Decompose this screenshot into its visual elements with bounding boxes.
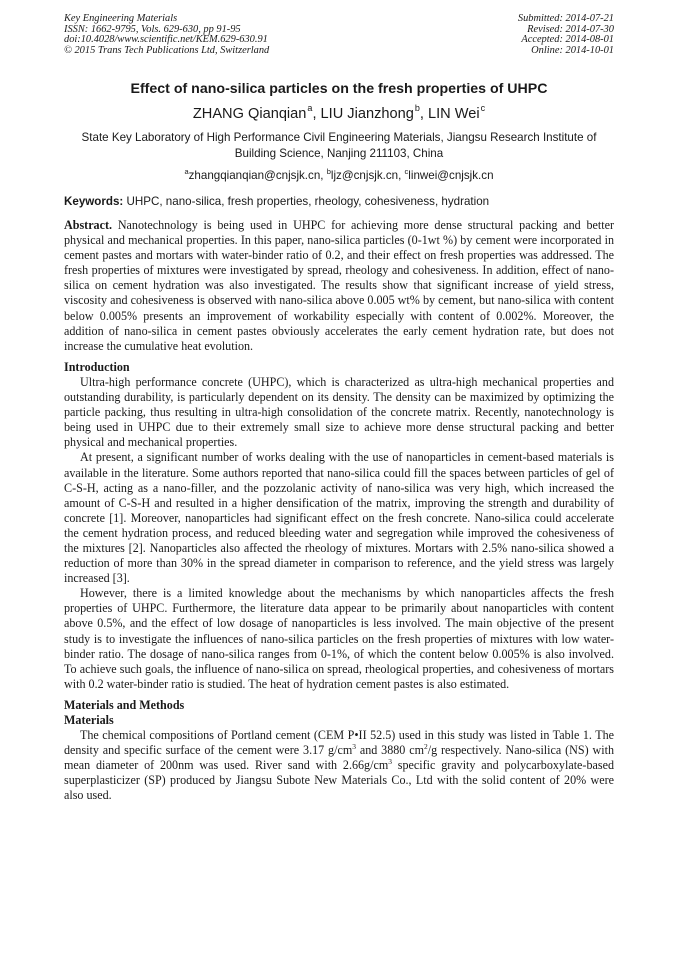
author-mark: b	[414, 103, 420, 113]
paper-body	[64, 218, 614, 804]
revised-date: Revised: 2014-07-30	[527, 23, 614, 35]
text-run: /g respectively. Nano-silica (NS) with mean diameter of 200nm was used. River sand with 2.66g/cm	[64, 743, 614, 773]
paper-title: Effect of nano-silica particles on the fresh properties of UHPC	[130, 81, 548, 97]
journal-name: Key Engineering Materials	[64, 13, 178, 24]
abstract-text: Nanotechnology is being used in UHPC for achieving more dense structural packing and better physical and mechanical properties. In this paper, nano-silica particles (0-1wt %) by cement were incorporated in cement pastes and mortars with water-binder ratio of 0.2, and their effect on fresh properties was addressed. The fresh properties of mixtures were investigated by spread, rheology and cohesiveness. In addition, effect of nano-silica on cement hydration was also investigated. The results show that significant increase of yield stress, viscosity and cohesiveness is observed with nano-silica above 0.005 wt% by cement, but nano-silica with content below 0.005% presents an improvement of workability especially with content of 0.002%. Moreover, the addition of nano-silica in cement pastes obviously accelerates the early cement hydration rate, but does not increase the cumulative heat evolution.	[64, 218, 614, 353]
email-mark: b	[326, 167, 331, 176]
author-mark: a	[307, 103, 313, 113]
text-run: and 3880 cm	[355, 743, 424, 758]
publication-dates	[518, 14, 614, 56]
doi-line: doi:10.4028/www.scientific.net/KEM.629-630.91	[64, 34, 268, 46]
intro-paragraph: Ultra-high performance concrete (UHPC), which is characterized as ultra-high mechanical properties and outstanding durability, is particularly dependent on its density. The density can be maximized by optimizing the particle packing, thus resulting in ultra-high consolidation of the concrete matrix. Recently, nanotechnology is being used in UHPC due to their extremely small size to achieve more dense structural packing and better physical and mechanical properties.	[64, 374, 614, 450]
author-name: ZHANG Qianqian	[192, 106, 307, 122]
abstract-label: Abstract.	[64, 218, 113, 232]
accepted-date: Accepted: 2014-08-01	[521, 34, 614, 46]
email-address[interactable]: zhangqianqian@cnjsjk.cn	[188, 169, 321, 182]
intro-paragraph: At present, a significant number of works dealing with the use of nanoparticles in cement-based materials is available in the literature. Some authors reported that nano-silica could fill the spaces between particles of gel of C-S-H, acting as a nano-filler, and the pozzolanic activity of nano-silica was very high, which increased the amount of C-S-H and resulted in a higher densification of the matrix, improving the strength and durability of concrete [1]. Moreover, nanoparticles had significant effect on the fresh concrete. Nano-silica could accelerate the cement hydration process, and reduced bleeding water and segregation while improved the cohesiveness of the mixtures [2]. Nanoparticles also affected the rheology of mixtures. Mortars with 2.5% nano-silica showed a reduction of more than 30% in the spread diameter in comparison to reference, and the yield stress was largely increased [3].	[64, 450, 614, 586]
text-run: specific gravity and polycarboxylate-based superplasticizer (SP) produced by Jiangsu Subote New Materials Co., Ltd with the solid content of 20% were also used.	[64, 758, 614, 803]
online-date: Online: 2014-10-01	[531, 44, 614, 56]
text-run: The chemical compositions of Portland cement (CEM P•II 52.5) used in this study was listed in Table 1. The density and specific surface of the cement were 3.17 g/cm	[64, 728, 614, 758]
email-list	[0, 167, 678, 182]
separator: ,	[419, 106, 428, 122]
author-name: LIU Jianzhong	[320, 106, 414, 122]
separator: ,	[398, 169, 405, 182]
author-list	[0, 103, 678, 122]
submitted-date: Submitted: 2014-07-21	[517, 13, 614, 24]
email-address[interactable]: linwei@cnjsjk.cn	[408, 169, 494, 182]
email-mark: a	[184, 167, 189, 176]
materials-paragraph	[64, 728, 614, 803]
author-mark: c	[480, 103, 486, 113]
superscript: 3	[352, 742, 356, 752]
affiliation: State Key Laboratory of High Performance Civil Engineering Materials, Jiangsu Research Institute of Building Science, Nanjing 211103, China	[81, 131, 597, 160]
keywords-line	[64, 195, 616, 208]
methods-heading: Materials and Methods	[64, 697, 185, 712]
separator: ,	[320, 169, 327, 182]
email-mark: c	[404, 167, 409, 176]
author-name: LIN Wei	[427, 106, 480, 122]
separator: ,	[312, 106, 321, 122]
issn-line: ISSN: 1662-9795, Vols. 629-630, pp 91-95	[64, 23, 241, 35]
keywords-label: Keywords:	[64, 195, 124, 208]
intro-paragraph: However, there is a limited knowledge about the mechanisms by which nanoparticles affects the fresh properties of UHPC. Furthermore, the literature data appear to be primarily about nanoparticles with content above 0.5%, and the effect of low dosage of nanoparticles is less involved. The main objective of the present study is to investigate the influences of nano-silica particles on the fresh properties of mixtures with low water-binder ratio. The dosage of nano-silica ranges from 0-1%, of which the content below 0.005% is also involved. To achieve such goals, the influence of nano-silica on spread, rheological properties, and cohesiveness of mortars with 0.2 water-binder ratio is studied. The heat of hydration cement pastes is also estimated.	[64, 586, 614, 691]
superscript: 3	[388, 757, 392, 767]
journal-info	[64, 14, 269, 56]
superscript: 2	[423, 742, 428, 752]
materials-subheading: Materials	[64, 713, 114, 727]
email-address[interactable]: ljz@cnjsjk.cn	[330, 169, 399, 182]
abstract-paragraph	[64, 218, 614, 354]
copyright-line: © 2015 Trans Tech Publications Ltd, Switzerland	[64, 44, 270, 56]
keywords-text: UHPC, nano-silica, fresh properties, rheology, cohesiveness, hydration	[126, 195, 490, 208]
introduction-heading: Introduction	[64, 359, 130, 374]
